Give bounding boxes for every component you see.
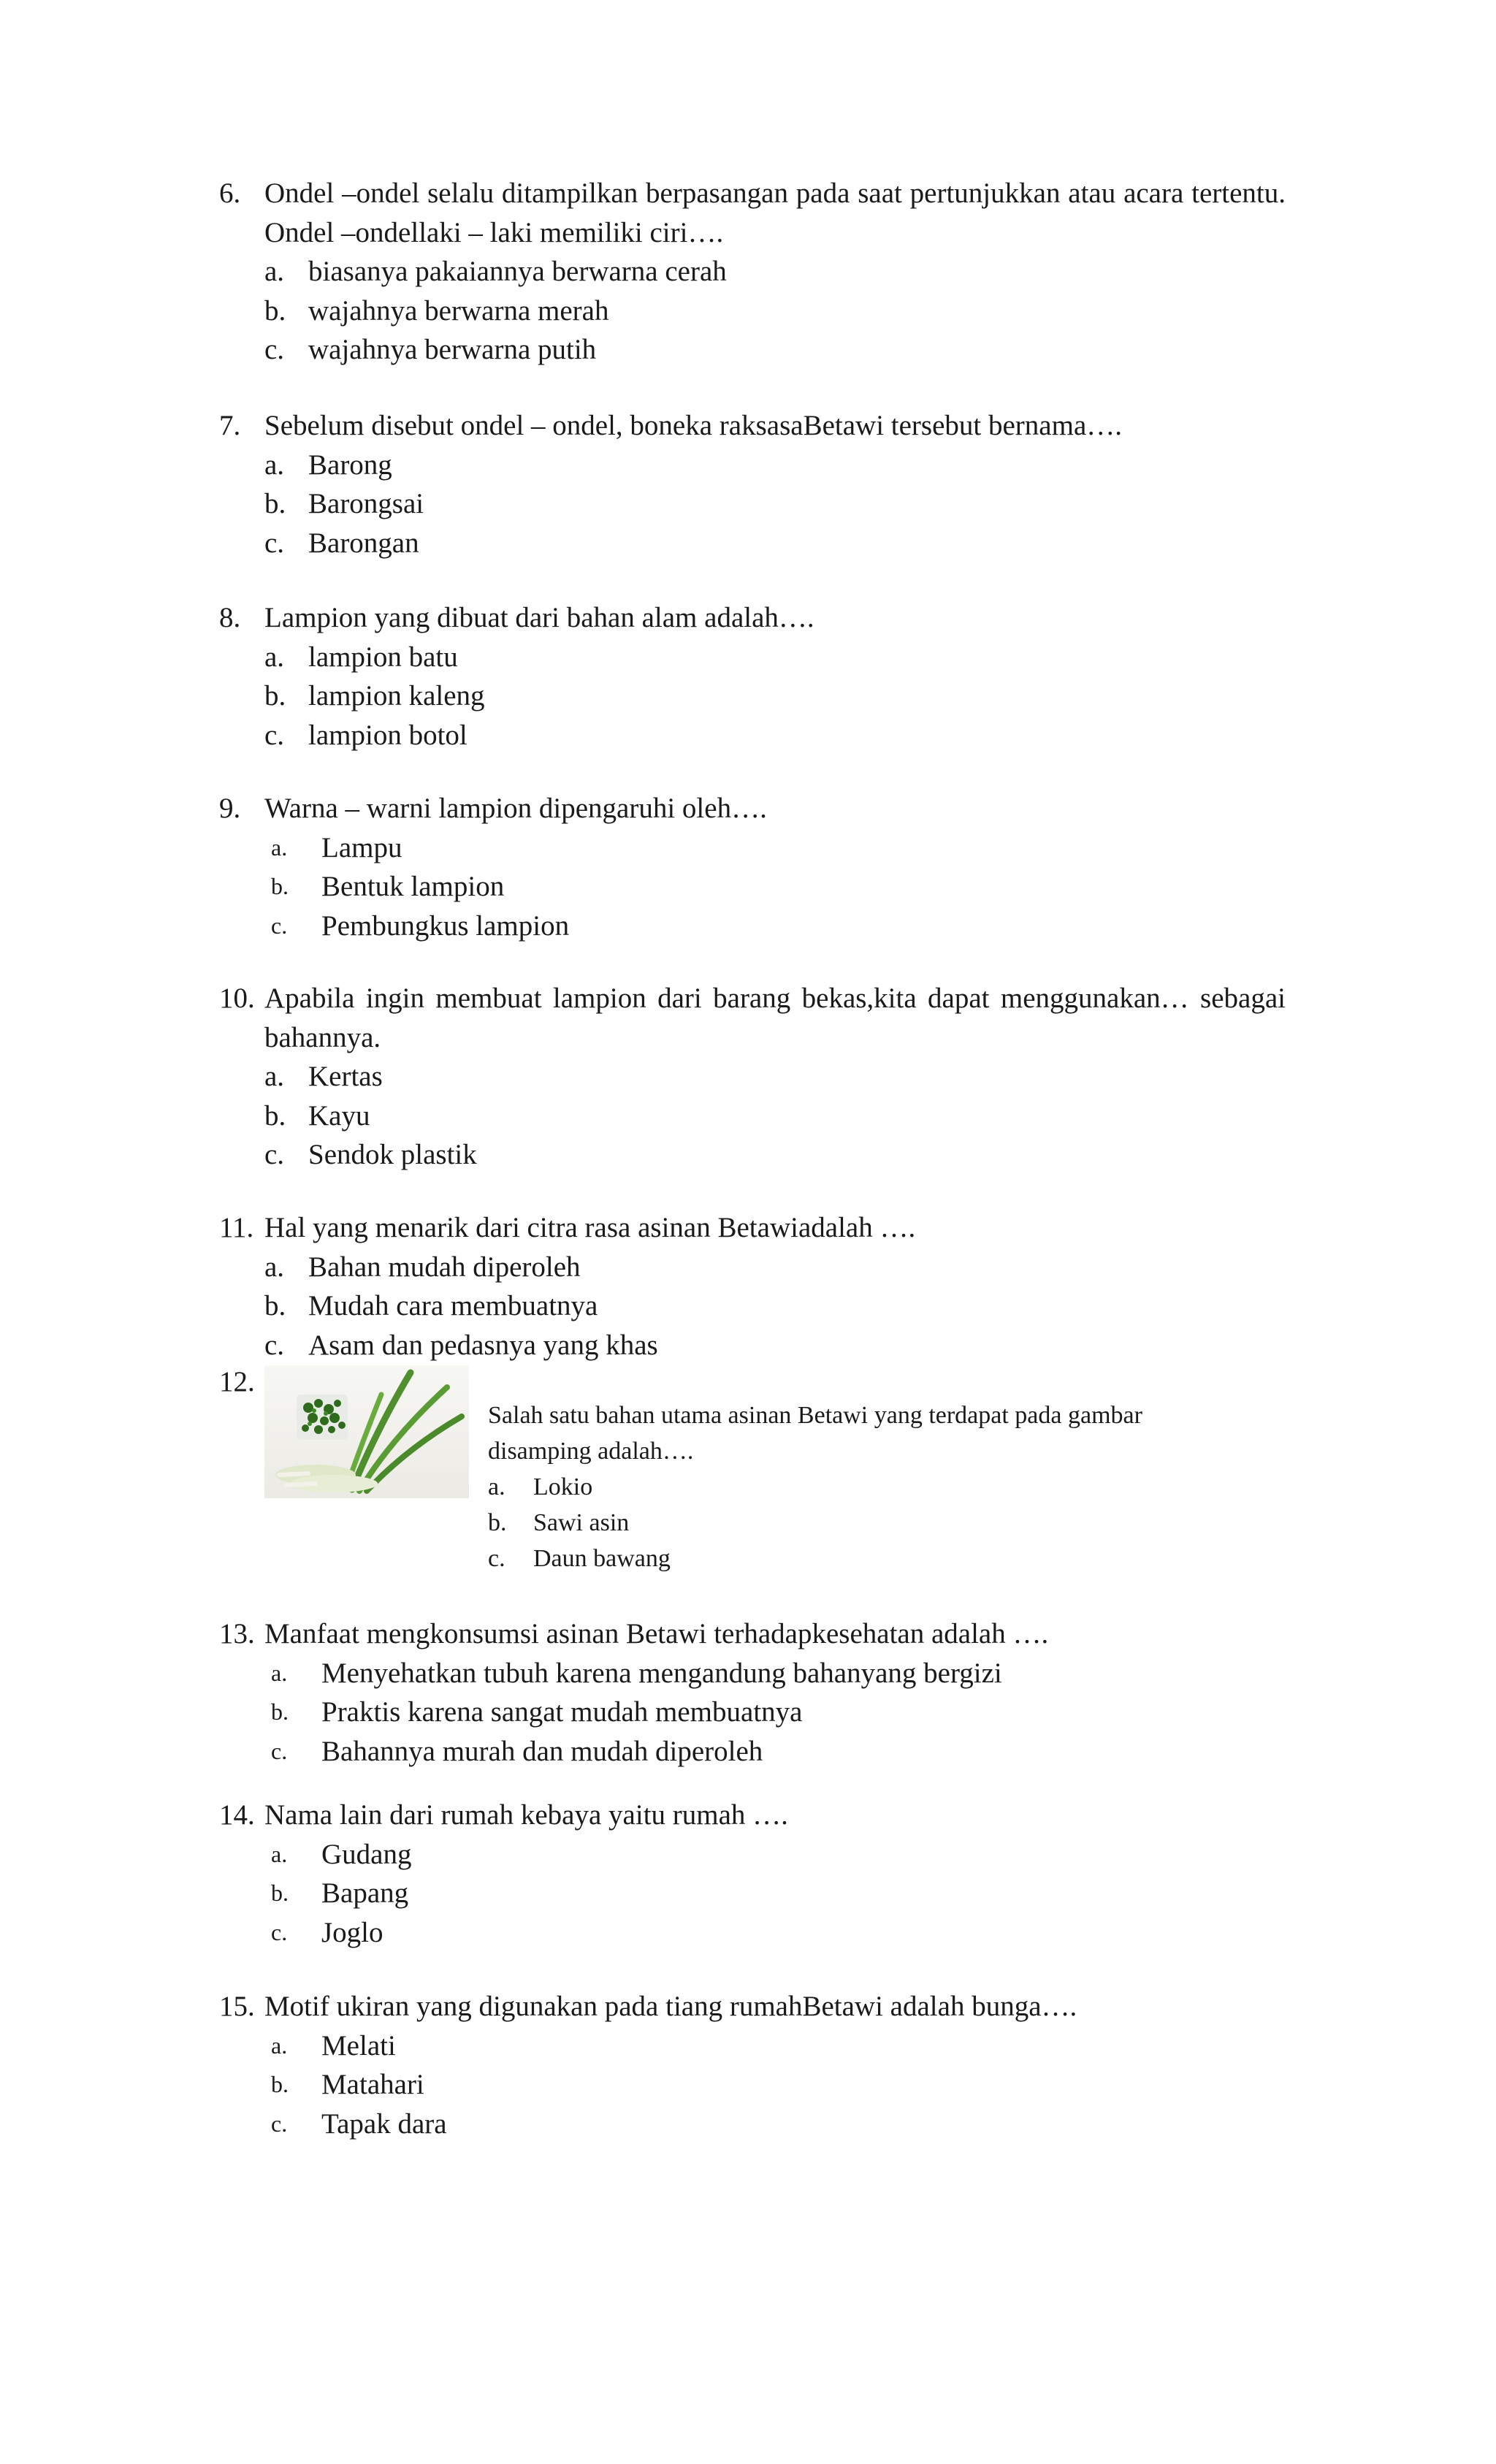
question-text: Nama lain dari rumah kebaya yaitu rumah …. (264, 1799, 788, 1831)
option-b (264, 1096, 1286, 1136)
question-13 (219, 1614, 1286, 1771)
question-14 (219, 1796, 1286, 1952)
question-number: 14. (219, 1799, 255, 1831)
option-a (488, 1469, 1145, 1505)
option-text: lampion kaleng (308, 680, 485, 712)
option-letter: b. (271, 873, 289, 899)
question-number: 11. (219, 1212, 254, 1243)
option-letter: b. (264, 1290, 286, 1321)
options-list (264, 446, 1286, 563)
option-c (264, 1135, 1286, 1175)
option-text: Gudang (321, 1838, 412, 1870)
options-list (264, 1654, 1286, 1771)
option-letter: c. (264, 527, 285, 559)
option-c (264, 1326, 1286, 1365)
question-number: 8. (219, 602, 241, 633)
option-text: Bentuk lampion (321, 871, 505, 902)
option-text: Bahannya murah dan mudah diperoleh (321, 1735, 763, 1767)
option-a (264, 638, 1286, 677)
option-a (264, 1057, 1286, 1096)
question-8 (219, 598, 1286, 755)
options-list (264, 638, 1286, 755)
option-b (264, 867, 1286, 907)
option-c (264, 524, 1286, 563)
option-c (488, 1541, 1145, 1576)
option-text: Menyehatkan tubuh karena mengandung bahanyang bergizi (321, 1657, 1002, 1689)
option-b (264, 291, 1286, 331)
option-letter: a. (264, 256, 285, 287)
option-text: Matahari (321, 2069, 424, 2100)
question-text: Ondel –ondel selalu ditampilkan berpasangan pada saat pertunjukkan atau acara tertentu. Ondel –ondellaki – laki memiliki ciri…. (264, 178, 1286, 248)
option-a (264, 828, 1286, 868)
question-12-body (488, 1397, 1145, 1576)
option-b (264, 1693, 1286, 1732)
option-letter: c. (264, 1139, 285, 1170)
option-a (264, 446, 1286, 485)
option-letter: a. (271, 2032, 288, 2059)
option-text: Sawi asin (533, 1509, 630, 1536)
option-text: biasanya pakaiannya berwarna cerah (308, 256, 727, 287)
question-number: 10. (219, 983, 255, 1014)
option-c (264, 2105, 1286, 2144)
option-a (264, 1654, 1286, 1693)
option-text: Bahan mudah diperoleh (308, 1251, 581, 1283)
question-11 (219, 1208, 1286, 1365)
option-a (264, 2026, 1286, 2066)
option-letter: c. (264, 719, 285, 751)
green-onion-photo (264, 1365, 469, 1498)
options-list (264, 1057, 1286, 1175)
option-text: Sendok plastik (308, 1139, 477, 1170)
option-text: lampion botol (308, 719, 468, 751)
option-letter: b. (264, 680, 286, 712)
option-c (264, 1913, 1286, 1953)
option-a (264, 1248, 1286, 1287)
option-letter: c. (264, 1329, 285, 1361)
question-10 (219, 979, 1286, 1175)
question-number: 7. (219, 410, 241, 441)
option-text: Asam dan pedasnya yang khas (308, 1329, 658, 1361)
question-text: Apabila ingin membuat lampion dari barang bekas,kita dapat menggunakan… sebagai bahannya. (264, 983, 1286, 1053)
option-letter: a. (488, 1473, 505, 1500)
option-text: Tapak dara (321, 2108, 447, 2140)
option-letter: b. (271, 2071, 289, 2097)
option-text: Pembungkus lampion (321, 909, 570, 942)
question-number: 9. (219, 793, 241, 824)
options-list (264, 252, 1286, 370)
option-text: Kertas (308, 1061, 383, 1092)
option-a (264, 252, 1286, 291)
option-text: wajahnya berwarna merah (308, 294, 609, 327)
option-text: wajahnya berwarna putih (308, 334, 597, 365)
option-b (264, 676, 1286, 716)
option-letter: b. (264, 294, 286, 327)
option-letter: c. (271, 1737, 288, 1764)
option-letter: c. (264, 334, 285, 365)
option-text: Daun bawang (533, 1545, 671, 1572)
option-text: lampion batu (308, 641, 458, 673)
option-b (264, 1874, 1286, 1913)
question-6 (219, 174, 1286, 370)
options-list (264, 2026, 1286, 2144)
option-letter: a. (264, 449, 285, 481)
question-9 (219, 789, 1286, 945)
option-letter: b. (271, 1698, 289, 1725)
option-letter: b. (264, 1099, 286, 1132)
option-c (264, 1732, 1286, 1771)
option-letter: a. (264, 1251, 285, 1283)
option-b (264, 1286, 1286, 1326)
options-list (264, 1248, 1286, 1365)
option-text: Lokio (533, 1473, 593, 1500)
option-letter: a. (271, 1840, 288, 1867)
question-number: 12. (219, 1366, 255, 1397)
option-letter: a. (271, 834, 288, 861)
option-b (264, 2065, 1286, 2105)
option-c (264, 716, 1286, 755)
question-text: Salah satu bahan utama asinan Betawi yang terdapat pada gambar disamping adalah…. (488, 1402, 1142, 1465)
option-b (488, 1505, 1145, 1541)
option-letter: a. (264, 1061, 285, 1092)
question-text: Sebelum disebut ondel – ondel, boneka raksasaBetawi tersebut bernama…. (264, 410, 1122, 441)
options-list (264, 828, 1286, 946)
option-text: Barongsai (308, 488, 424, 519)
question-text: Hal yang menarik dari citra rasa asinan Betawiadalah …. (264, 1212, 916, 1243)
option-letter: a. (271, 1659, 288, 1686)
options-list (264, 1835, 1286, 1953)
option-text: Praktis karena sangat mudah membuatnya (321, 1696, 803, 1728)
option-text: Joglo (321, 1916, 383, 1948)
option-c (264, 330, 1286, 370)
question-text: Motif ukiran yang digunakan pada tiang rumahBetawi adalah bunga…. (264, 1991, 1077, 2022)
option-letter: b. (264, 488, 286, 519)
option-letter: a. (264, 641, 285, 673)
option-text: Melati (321, 2029, 396, 2061)
question-number: 15. (219, 1991, 255, 2022)
option-b (264, 484, 1286, 524)
option-text: Mudah cara membuatnya (308, 1290, 598, 1321)
question-text: Manfaat mengkonsumsi asinan Betawi terhadapkesehatan adalah …. (264, 1618, 1049, 1649)
option-letter: c. (271, 912, 288, 939)
option-text: Barongan (308, 527, 419, 559)
question-7 (219, 406, 1286, 562)
option-text: Barong (308, 449, 392, 481)
option-letter: b. (271, 1880, 289, 1906)
green-onion-icon (264, 1365, 469, 1498)
option-letter: b. (488, 1509, 507, 1536)
option-text: Lampu (321, 831, 402, 863)
option-letter: c. (271, 1918, 288, 1945)
option-letter: c. (488, 1545, 505, 1572)
question-number: 13. (219, 1618, 255, 1649)
question-text: Warna – warni lampion dipengaruhi oleh…. (264, 793, 767, 824)
question-number: 6. (219, 178, 241, 209)
option-c (264, 907, 1286, 946)
option-text: Bapang (321, 1877, 409, 1909)
option-text: Kayu (308, 1099, 370, 1132)
question-15 (219, 1987, 1286, 2143)
option-a (264, 1835, 1286, 1874)
question-text: Lampion yang dibuat dari bahan alam adalah…. (264, 602, 814, 633)
option-letter: c. (271, 2110, 288, 2137)
